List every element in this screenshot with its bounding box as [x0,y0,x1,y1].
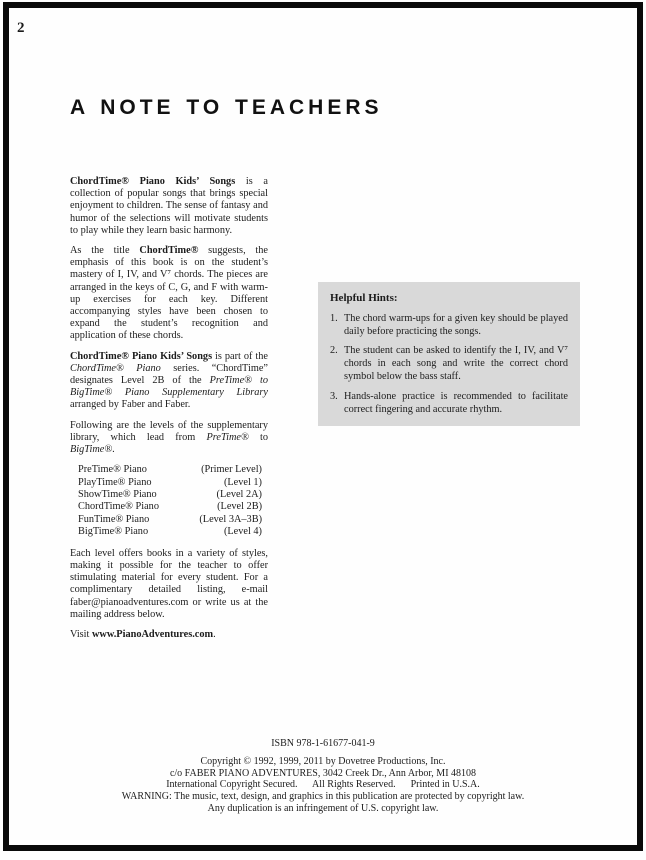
level-name: BigTime® Piano [78,526,149,538]
offer-paragraph: Each level offers books in a variety of styles, making it possible for the teacher to offer stimulating material for every student. For a complimentary detailed listing, e-mail faber@pianoadventures.com or write us at the mailing address below. [70,547,268,620]
level-label: (Level 2A) [216,489,262,501]
rights-line: International Copyright Secured. All Rights Reserved. Printed in U.S.A. [166,779,480,791]
footer [0,738,646,815]
hint-number: 1. [330,312,338,324]
level-label: (Level 2B) [217,501,262,513]
level-row [78,464,262,476]
hints-title: Helpful Hints: [330,292,398,304]
levels-table [78,464,262,538]
warning-line: WARNING: The music, text, design, and graphics in this publication are protected by copyright law. [121,791,525,803]
duplication-line: Any duplication is an infringement of U.S. copyright law. [207,802,439,814]
level-label: (Level 3A–3B) [199,513,262,525]
hint-item [330,345,568,383]
emphasis-paragraph: As the title ChordTime® suggests, the emphasis of this book is on the student’s mastery of I, IV, and V⁷ chords. The pieces are arranged in the keys of C, G, and F with warm-up exercises for each key. Different accompanying styles have been chosen to expand the student’s recognition and application of these chords. [70,245,269,342]
level-label: (Primer Level) [201,464,262,476]
hint-number: 3. [330,390,338,402]
visit-paragraph: Visit www.PianoAdventures.com. [70,628,216,640]
series-paragraph: ChordTime® Piano Kids’ Songs is part of the ChordTime® Piano series. “ChordTime” designates Level 2B of the PreTime® to BigTime® Piano Supplementary Library arranged by Faber and Faber. [70,350,268,411]
hint-text: The student can be asked to identify the I, IV, and V⁷ chords in each song and write the correct chord symbol below the bass staff. [344,345,568,382]
main-text-column [70,176,268,649]
level-row [78,501,262,513]
hint-text: The chord warm-ups for a given key should be played daily before practicing the songs. [344,312,568,337]
level-row [78,477,262,489]
page-number: 2 [17,20,25,36]
levels-intro-paragraph: Following are the levels of the supplementary library, which lead from PreTime® to BigTime®. [70,419,268,456]
level-row [78,514,262,526]
isbn: ISBN 978-1-61677-041-9 [271,738,375,749]
level-name: FunTime® Piano [78,513,150,525]
level-row [78,526,262,538]
level-label: (Level 1) [223,476,262,488]
level-name: ShowTime® Piano [78,489,157,501]
hint-item [330,313,568,339]
hint-text: Hands-alone practice is recommended to facilitate correct fingering and accurate rhythm. [344,390,568,415]
level-name: PlayTime® Piano [78,476,152,488]
helpful-hints-box [318,282,580,426]
address-line: c/o FABER PIANO ADVENTURES, 3042 Creek Dr., Ann Arbor, MI 48108 [169,767,477,779]
hint-number: 2. [330,345,338,357]
level-name: ChordTime® Piano [78,501,159,513]
hint-item [330,391,568,417]
level-name: PreTime® Piano [78,464,147,476]
page-title: A NOTE TO TEACHERS [70,96,383,119]
level-label: (Level 4) [223,526,262,538]
copyright-line: Copyright © 1992, 1999, 2011 by Dovetree Productions, Inc. [200,755,446,767]
level-row [78,489,262,501]
intro-paragraph: ChordTime® Piano Kids’ Songs is a collection of popular songs that brings special enjoyment to children. The sense of fantasy and humor of the selections will motivate students to play while they learn basic harmony. [70,176,268,236]
